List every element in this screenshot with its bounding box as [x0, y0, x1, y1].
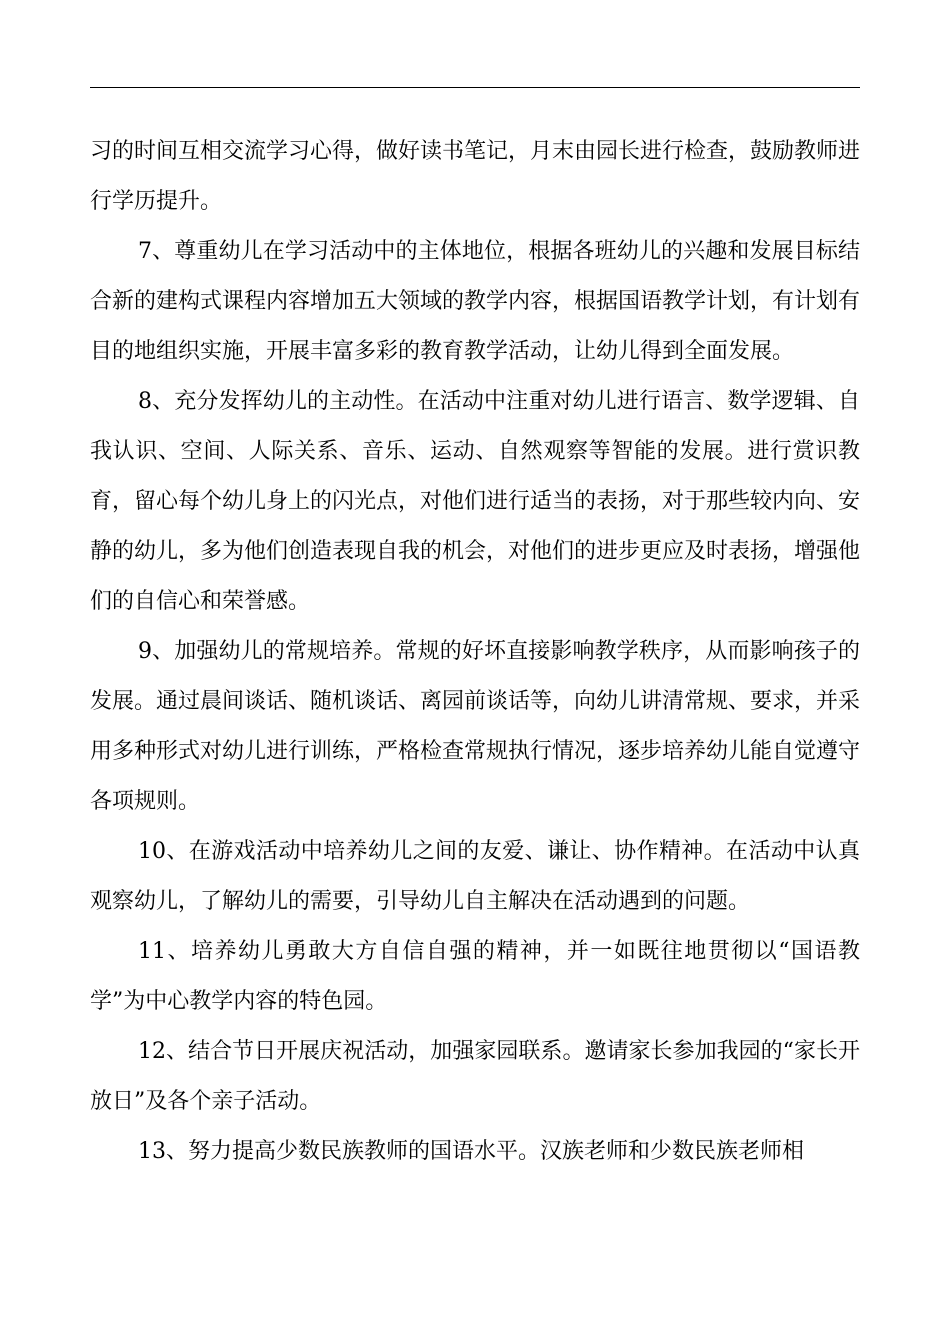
paragraph-item-13: 13、努力提高少数民族教师的国语水平。汉族老师和少数民族老师相 — [138, 1139, 804, 1164]
paragraph-item-8: 8、充分发挥幼儿的主动性。在活动中注重对幼儿进行语言、数学逻辑、自我认识、空间、人际关系、音乐、运动、自然观察等智能的发展。进行赏识教育，留心每个幼儿身上的闪光点，对他们进行适当的表扬，对于那些较内向、安静的幼儿，多为他们创造表现自我的机会，对他们的进步更应及时表扬，增强他们的自信心和荣誉感。 — [90, 389, 861, 614]
paragraph-item-12: 12、结合节日开展庆祝活动，加强家园联系。邀请家长参加我园的“家长开放日”及各个亲子活动。 — [90, 1039, 860, 1114]
paragraph-continuation: 习的时间互相交流学习心得，做好读书笔记，月末由园长进行检查，鼓励教师进行学历提升。 — [90, 139, 861, 214]
paragraph-item-7: 7、尊重幼儿在学习活动中的主体地位，根据各班幼儿的兴趣和发展目标结合新的建构式课程内容增加五大领域的教学内容，根据国语教学计划，有计划有目的地组织实施，开展丰富多彩的教育教学活动，让幼儿得到全面发展。 — [90, 239, 861, 364]
paragraph-item-10: 10、在游戏活动中培养幼儿之间的友爱、谦让、协作精神。在活动中认真观察幼儿，了解幼儿的需要，引导幼儿自主解决在活动遇到的问题。 — [90, 839, 860, 914]
paragraph-item-9: 9、加强幼儿的常规培养。常规的好坏直接影响教学秩序，从而影响孩子的发展。通过晨间谈话、随机谈话、离园前谈话等，向幼儿讲清常规、要求，并采用多种形式对幼儿进行训练，严格检查常规执行情况，逐步培养幼儿能自觉遵守各项规则。 — [90, 639, 861, 814]
header-rule — [90, 87, 860, 88]
paragraph-item-11: 11、培养幼儿勇敢大方自信自强的精神，并一如既往地贯彻以“国语教学”为中心教学内容的特色园。 — [90, 939, 860, 1014]
document-body — [90, 127, 860, 1177]
